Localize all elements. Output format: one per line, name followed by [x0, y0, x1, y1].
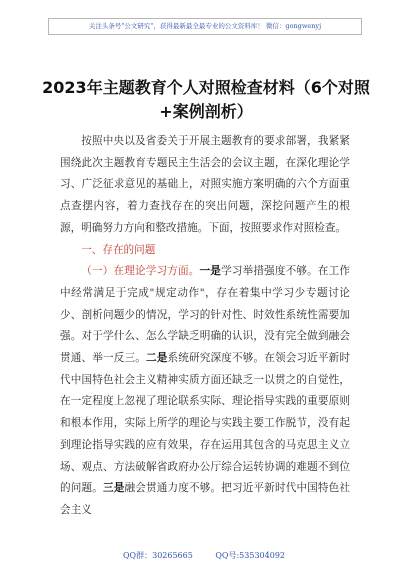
footer-contact — [0, 550, 408, 561]
qq-group: QQ群：30265665 — [122, 551, 193, 560]
page-title: 2023年主题教育个人对照检查材料（6个对照+案例剖析） — [42, 78, 370, 121]
point-one-label: 一是 — [199, 265, 222, 278]
point-two-text: 系统研究深度不够。在领会习近平新时代中国特色社会主义精神实质方面还缺乏一以贯之的自觉性，在一定程度上忽视了理论联系实际、理论指导实践的重要原则和根本作用，实际上所学的理论与实践主要工作脱节，没有起到理论指导实践的应有效果，存在运用其包含的马克思主义立场、观点、方法破解省政府办公厅综合运转协调的难题不到位的问题。 — [60, 352, 351, 495]
point-two-label: 二是 — [145, 352, 168, 365]
point-one-text: 学习举措强度不够。在工作中经常满足于完成"规定动作"，存在着集中学习少专题讨论少、剖析问题少的情况，学习的针对性、时效性系统性需要加强。对于学什么、怎么学缺乏明确的认识，没有完全做到融会贯通、举一反三。 — [60, 265, 351, 365]
document-body — [60, 131, 350, 522]
section-heading: 一、存在的问题 — [81, 243, 156, 256]
intro-paragraph: 按照中央以及省委关于开展主题教育的要求部署，我紧紧围绕此次主题教育专题民主生活会的会议主题，在深化理论学习、广泛征求意见的基础上，对照实施方案明确的六个方面重点查摆内容，着力查找存在的突出问题，深挖问题产生的根源，明确努力方向和整改措施。下面，按照要求作对照检查。 — [60, 135, 350, 234]
subsection-heading: （一）在理论学习方面。 — [81, 265, 200, 278]
header-banner: 关注头条号"公文研究"，获得最新最全最专业的公文资料库！ 微信：gongwenyj — [48, 18, 362, 35]
qq-number: QQ号:535304092 — [215, 551, 285, 560]
point-three-text: 融会贯通力度不够。把习近平新时代中国特色社会主义 — [60, 482, 351, 516]
point-three-label: 三是 — [103, 482, 125, 495]
theory-study-paragraph — [60, 261, 350, 521]
